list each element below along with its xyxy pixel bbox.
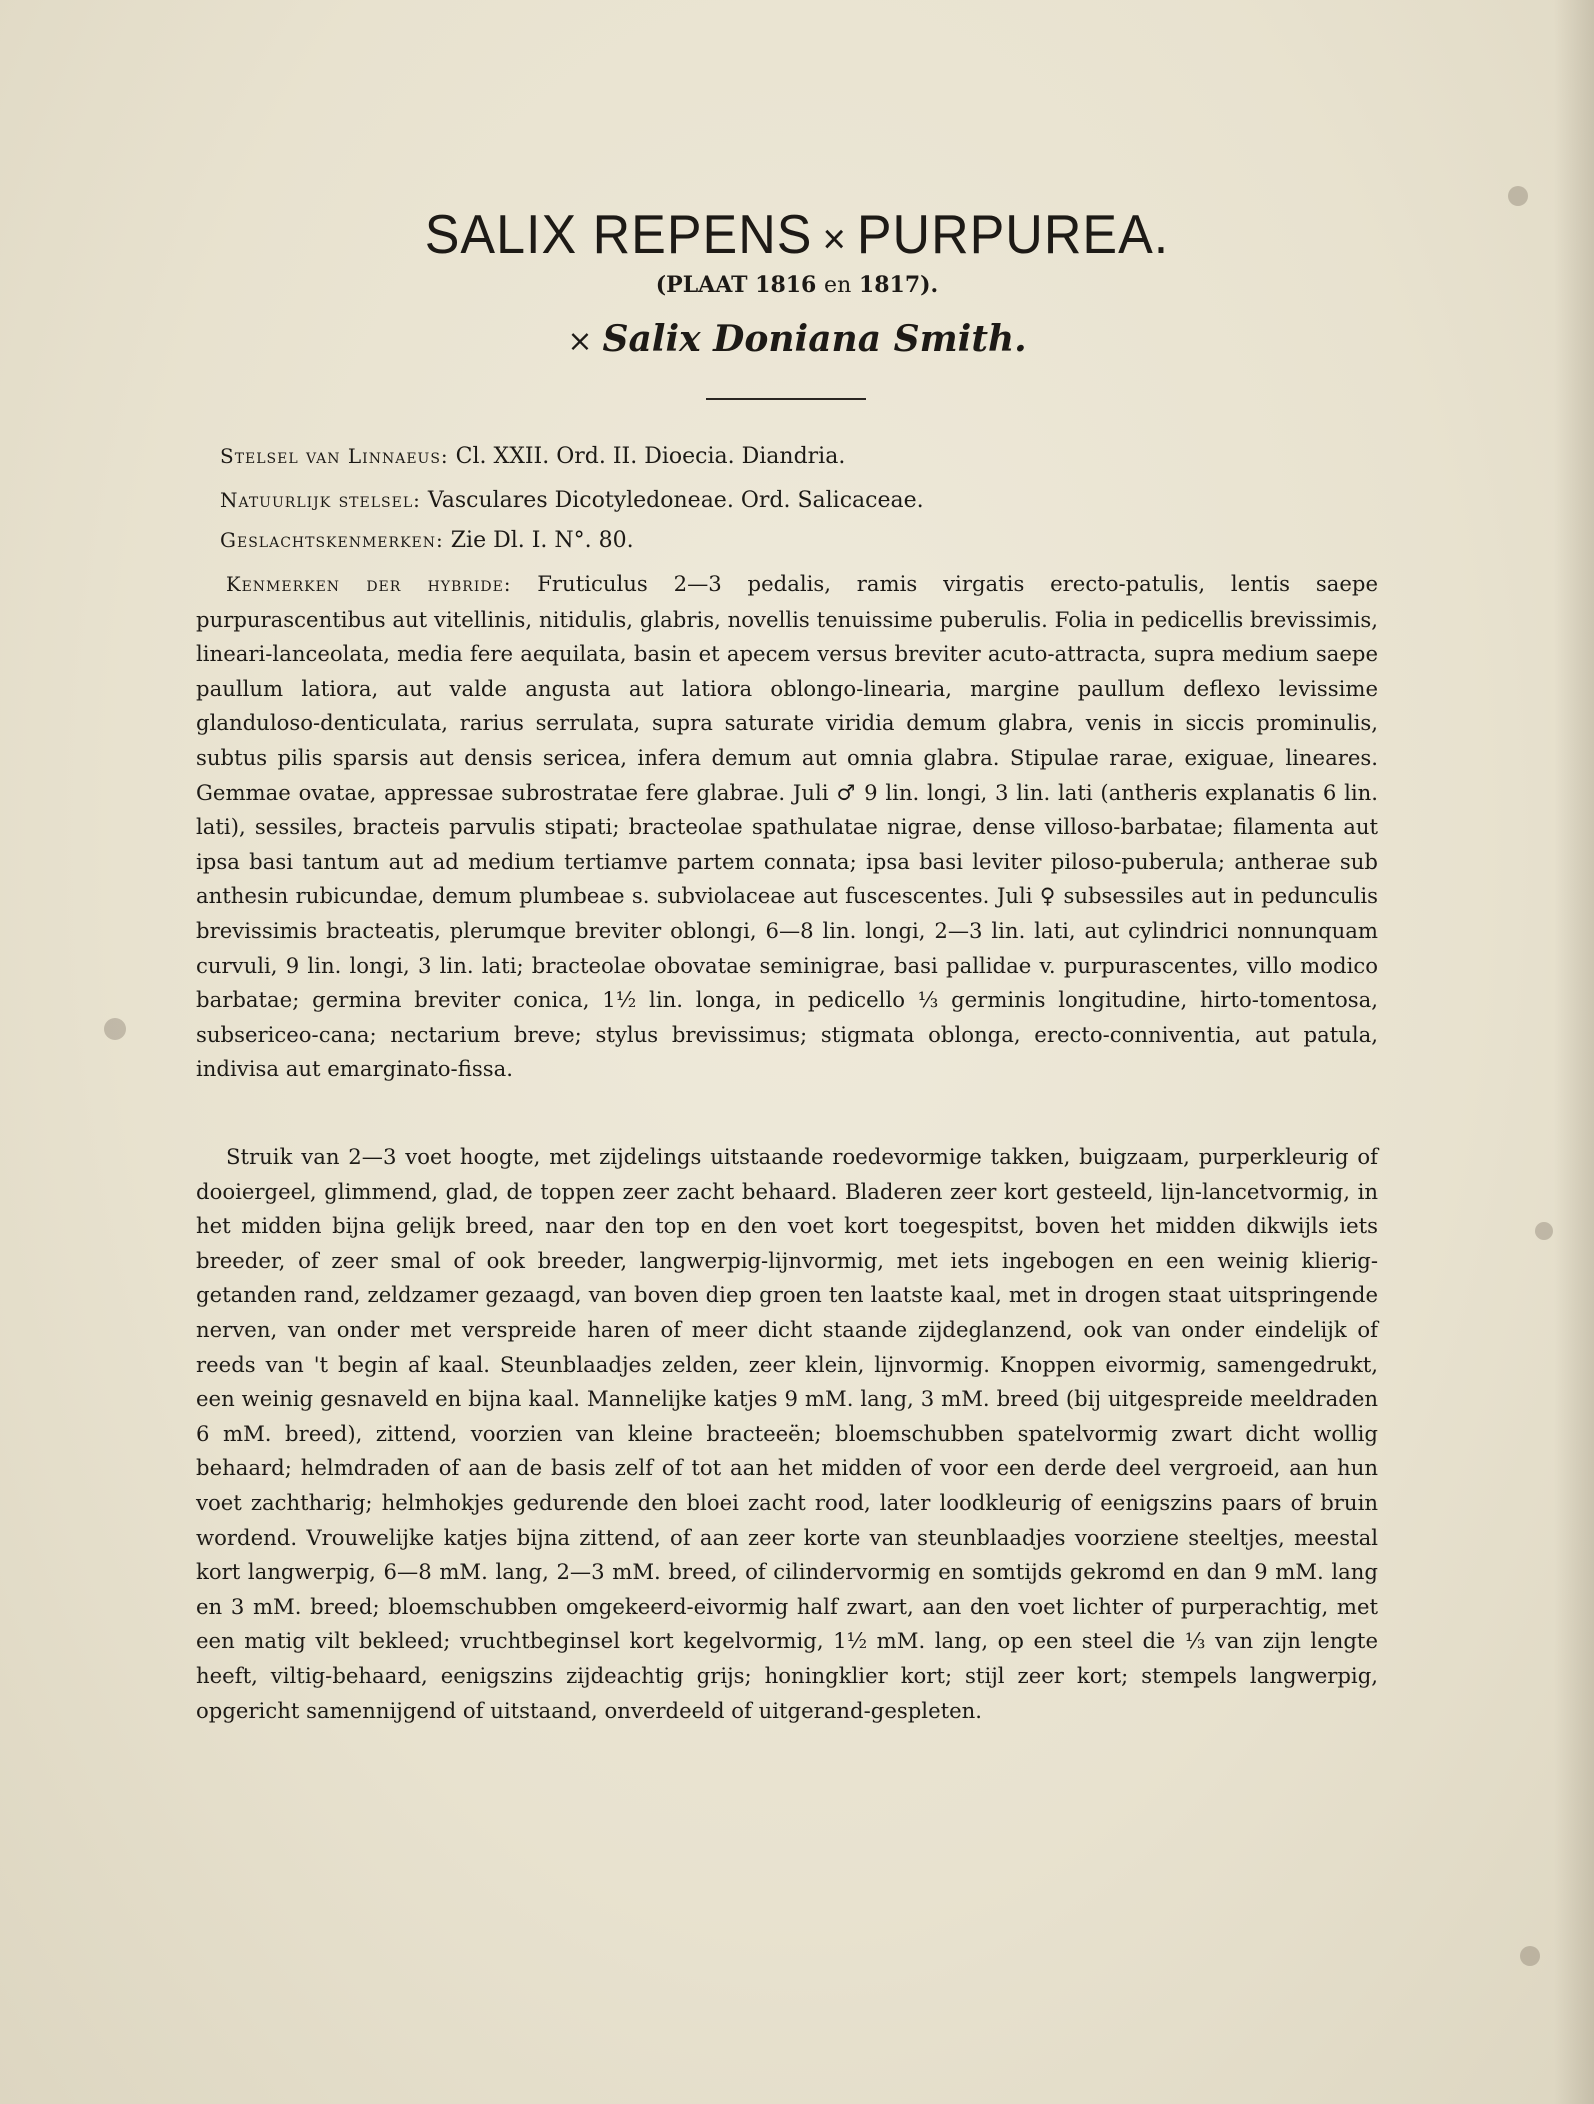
linnaeus-label: Stelsel van Linnaeus:: [220, 444, 449, 468]
title-right: PURPUREA.: [856, 204, 1170, 266]
plate-and: en: [824, 273, 852, 298]
linnaeus-value: Cl. XXII. Ord. II. Dioecia. Diandria.: [455, 444, 846, 469]
natural-value: Vasculares Dicotyledoneae. Ord. Salicaceae.: [427, 488, 924, 513]
page-edge-shadow: [1554, 0, 1594, 2104]
synonym-times-sign: ×: [567, 324, 593, 359]
plate-reference: [0, 272, 1594, 298]
latin-description-text: Fruticulus 2—3 pedalis, ramis virgatis erecto-patulis, lentis saepe purpurascentibus aut vitellinis, nitidulis, glabris, novellis tenuissime puberulis. Folia in pedicellis brevissimis, lineari-lanceolata, media fere aequilata, basin et apecem versus breviter acuto-attracta, supra medium saepe paullum latiora, aut valde angusta aut latiora oblongo-linearia, margine paullum deflexo levissime glanduloso-denticulata, rarius serrulata, supra saturate viridia demum glabra, venis in siccis prominulis, subtus pilis sparsis aut densis sericea, infera demum aut omnia glabra. Stipulae rarae, exiguae, lineares. Gemmae ovatae, appressae subrostratae fere glabrae. Juli ♂ 9 lin. longi, 3 lin. lati (antheris explanatis 6 lin. lati), sessiles, bracteis parvulis stipati; bracteolae spathulatae nigrae, dense villoso-barbatae; filamenta aut ipsa basi tantum aut ad medium tertiamve partem connata; ipsa basi leviter piloso-puberula; antherae sub anthesin rubicundae, demum plumbeae s. subviolaceae aut fuscescentes. Juli ♀ subsessiles aut in pedunculis brevissimis bracteatis, plerumque breviter oblongi, 6—8 lin. longi, 2—3 lin. lati, aut cylindrici nonnunquam curvuli, 9 lin. longi, 3 lin. lati; bracteolae obovatae seminigrae, basi pallidae v. purpurascentes, villo modico barbatae; germina breviter conica, 1½ lin. longa, in pedicello ⅓ germinis longitudine, hirto-tomentosa, subsericeo-cana; nectarium breve; stylus brevissimus; stigmata oblonga, erecto-conniventia, aut patula, indivisa aut emarginato-fissa.: [196, 571, 1378, 1082]
synonym-heading: [0, 318, 1594, 360]
genus-label: Geslachtskenmerken:: [220, 528, 444, 552]
smudge-mark: [1520, 1946, 1540, 1966]
genus-characters: [220, 525, 1380, 556]
plate-end: 1817).: [858, 272, 939, 298]
dutch-description: [196, 1140, 1378, 1728]
genus-value: Zie Dl. I. N°. 80.: [450, 528, 634, 553]
plate-label: (PLAAT 1816: [655, 272, 817, 298]
latin-description-label: Kenmerken der hybride:: [226, 573, 512, 596]
natural-system: [220, 485, 1380, 516]
title-left: SALIX REPENS: [424, 204, 813, 266]
title-divider: [706, 398, 866, 400]
dutch-description-text: Struik van 2—3 voet hoogte, met zijdelings uitstaande roedevormige takken, buigzaam, purperkleurig of dooiergeel, glimmend, glad, de toppen zeer zacht behaard. Bladeren zeer kort gesteeld, lijn-lancetvormig, in het midden bijna gelijk breed, naar den top en den voet kort toegespitst, boven het midden dikwijls iets breeder, of zeer smal of ook breeder, langwerpig-lijnvormig, met iets ingebogen en een weinig klierig-getanden rand, zeldzamer gezaagd, van boven diep groen ten laatste kaal, met in drogen staat uitspringende nerven, van onder met verspreide haren of meer dicht staande zijdeglanzend, ook van onder eindelijk of reeds van 't begin af kaal. Steunblaadjes zelden, zeer klein, lijnvormig. Knoppen eivormig, samengedrukt, een weinig gesnaveld en bijna kaal. Mannelijke katjes 9 mM. lang, 3 mM. breed (bij uitgespreide meeldraden 6 mM. breed), zittend, voorzien van kleine bracteeën; bloemschubben spatelvormig zwart dicht wollig behaard; helmdraden of aan de basis zelf of tot aan het midden of voor een derde deel vergroeid, aan hun voet zachtharig; helmhokjes gedurende den bloei zacht rood, later loodkleurig of eenigszins paars of bruin wordend. Vrouwelijke katjes bijna zittend, of aan zeer korte van steunblaadjes voorziene steeltjes, meestal kort langwerpig, 6—8 mM. lang, 2—3 mM. breed, of cilindervormig en somtijds gekromd en dan 9 mM. lang en 3 mM. breed; bloemschubben omgekeerd-eivormig half zwart, aan den voet lichter of purperachtig, met een matig vilt bekleed; vruchtbeginsel kort kegelvormig, 1½ mM. lang, op een steel die ⅓ van zijn lengte heeft, viltig-behaard, eenigszins zijdeachtig grijs; honingklier kort; stijl zeer kort; stempels langwerpig, opgericht samennijgend of uitstaand, onverdeeld of uitgerand-gespleten.: [196, 1144, 1378, 1723]
latin-description: [196, 567, 1378, 1087]
linnaeus-system: [220, 441, 1380, 472]
synonym-name: Salix Doniana Smith.: [602, 318, 1027, 360]
page-title: [0, 204, 1594, 267]
natural-label: Natuurlijk stelsel:: [220, 488, 421, 512]
times-sign: ×: [822, 216, 847, 263]
smudge-mark: [1535, 1222, 1553, 1240]
smudge-mark: [104, 1018, 126, 1040]
